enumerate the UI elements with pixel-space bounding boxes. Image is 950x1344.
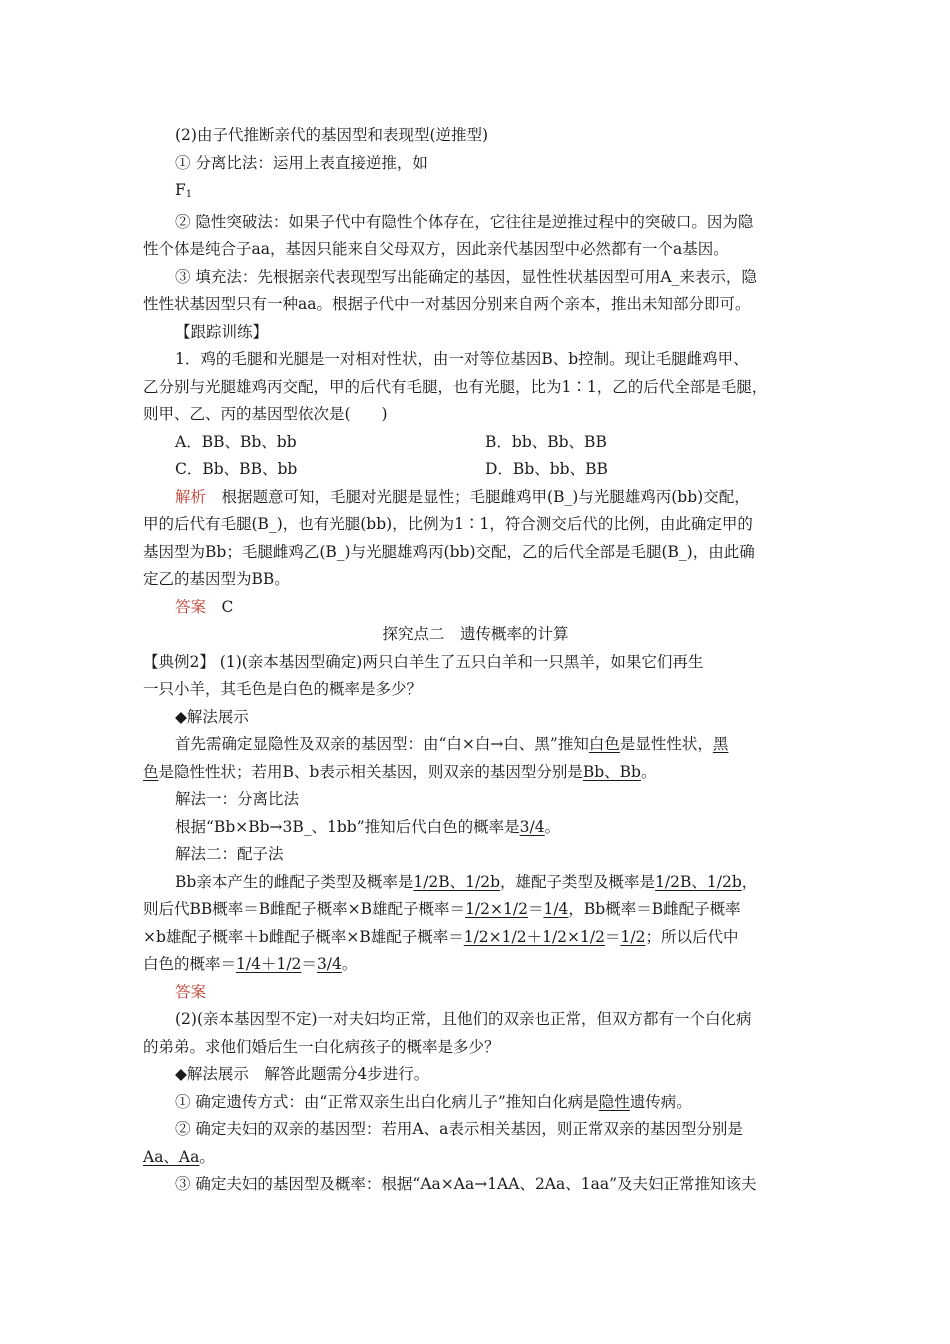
analysis-label: 解析 bbox=[175, 487, 207, 506]
answer-label: 答案 bbox=[175, 597, 207, 616]
step3: ③ 确定夫妇的基因型及概率：根据“Aa×Aa→1AA、2Aa、1aa”及夫妇正常推知该夫 bbox=[175, 1175, 757, 1193]
answer-value: C bbox=[206, 597, 234, 616]
example2-line1: 【典例2】 (1)(亲本基因型确定)两只白羊生了五只白羊和一只黑羊，如果它们再生 bbox=[143, 652, 704, 671]
solution-two-heading: 解法二：配子法 bbox=[175, 845, 284, 863]
gamete-line3: ×b雄配子概率＋b雌配子概率×B雄配子概率＝1/2×1/2＋1/2×1/2＝1/2；所以后代中 bbox=[143, 927, 739, 946]
method-fill-line1: ③ 填充法：先根据亲代表现型写出能确定的基因，显性性状基因型可用A_来表示，隐 bbox=[175, 267, 757, 286]
option-b: B．bb、Bb、BB bbox=[485, 432, 607, 451]
option-a: A．BB、Bb、bb bbox=[175, 432, 297, 451]
solution-intro-line2: 色是隐性性状；若用B、b表示相关基因，则双亲的基因型分别是Bb、Bb。 bbox=[143, 762, 657, 781]
option-d: D．Bb、bb、BB bbox=[485, 460, 608, 478]
answer-label-2: 答案 bbox=[175, 982, 207, 1001]
training-title: 【跟踪训练】 bbox=[175, 322, 269, 341]
section-heading: (2)由子代推断亲代的基因型和表现型(逆推型) bbox=[175, 126, 489, 144]
question-line3: 则甲、乙、丙的基因型依次是( ) bbox=[143, 405, 388, 423]
solution-one-text: 根据“Bb×Bb→3B_、1bb”推知后代白色的概率是3/4。 bbox=[175, 817, 561, 836]
solution-intro-line1: 首先需确定显隐性及双亲的基因型：由“白×白→白、黑”推知白色是显性性状，黑 bbox=[175, 735, 729, 753]
step2-line1: ② 确定夫妇的双亲的基因型：若用A、a表示相关基因，则正常双亲的基因型分别是 bbox=[175, 1120, 743, 1138]
section-title: 探究点二 遗传概率的计算 bbox=[382, 625, 569, 643]
question-line2: 乙分别与光腿雄鸡丙交配，甲的后代有毛腿，也有光腿，比为1∶1，乙的后代全部是毛腿， bbox=[143, 377, 768, 396]
step1: ① 确定遗传方式：由“正常双亲生出白化病儿子”推知白化病是隐性遗传病。 bbox=[175, 1092, 692, 1111]
method-heading: ◆解法展示 bbox=[175, 707, 249, 726]
gamete-line1: Bb亲本产生的雌配子类型及概率是1/2B、1/2b，雄配子类型及概率是1/2B、1/2b， bbox=[175, 872, 758, 891]
answer-line bbox=[143, 594, 808, 622]
question-line1: 1．鸡的毛腿和光腿是一对相对性状，由一对等位基因B、b控制。现让毛腿雌鸡甲、 bbox=[175, 350, 749, 368]
step2-line2: Aa、Aa。 bbox=[143, 1147, 215, 1166]
options-row-2 bbox=[143, 456, 808, 484]
analysis-line4: 定乙的基因型为BB。 bbox=[143, 570, 290, 588]
solution-one-heading: 解法一：分离比法 bbox=[175, 790, 300, 808]
question2-line2: 的弟弟。求他们婚后生一白化病孩子的概率是多少？ bbox=[143, 1037, 500, 1056]
method-recessive-line2: 性个体是纯合子aa，基因只能来自父母双方，因此亲代基因型中必然都有一个a基因。 bbox=[143, 240, 729, 258]
method-separation-ratio: ① 分离比法：运用上表直接逆推，如 bbox=[175, 153, 428, 172]
analysis-line2: 甲的后代有毛腿(B_)，也有光腿(bb)，比例为1∶1，符合测交后代的比例，由此确定甲的 bbox=[143, 515, 753, 533]
analysis-line1: 解析 根据题意可知，毛腿对光腿是显性；毛腿雌鸡甲(B_)与光腿雄鸡丙(bb)交配， bbox=[175, 487, 750, 506]
method-fill-line2: 性性状基因型只有一种aa。根据子代中一对基因分别来自两个亲本，推出未知部分即可。 bbox=[143, 295, 751, 313]
example2-line2: 一只小羊，其毛色是白色的概率是多少？ bbox=[143, 680, 423, 698]
question2-line1: (2)(亲本基因型不定)一对夫妇均正常，且他们的双亲也正常，但双方都有一个白化病 bbox=[175, 1010, 752, 1028]
options-row-1 bbox=[143, 429, 808, 457]
method-heading-2: ◆解法展示 解答此题需分4步进行。 bbox=[175, 1065, 430, 1083]
option-c: C．Bb、BB、bb bbox=[175, 460, 298, 478]
analysis-line3: 基因型为Bb；毛腿雌鸡乙(B_)与光腿雄鸡丙(bb)交配，乙的后代全部是毛腿(B_)，由此确 bbox=[143, 542, 755, 561]
gamete-line4: 白色的概率＝1/4＋1/2＝3/4。 bbox=[143, 955, 358, 973]
f1-label: $F_1$ bbox=[175, 181, 193, 200]
document-body bbox=[143, 122, 808, 1199]
method-recessive-line1: ② 隐性突破法：如果子代中有隐性个体存在，它往往是逆推过程中的突破口。因为隐 bbox=[175, 212, 754, 231]
gamete-line2: 则后代BB概率＝B雌配子概率×B雄配子概率＝1/2×1/2＝1/4，Bb概率＝B雌配子概率 bbox=[143, 900, 741, 918]
